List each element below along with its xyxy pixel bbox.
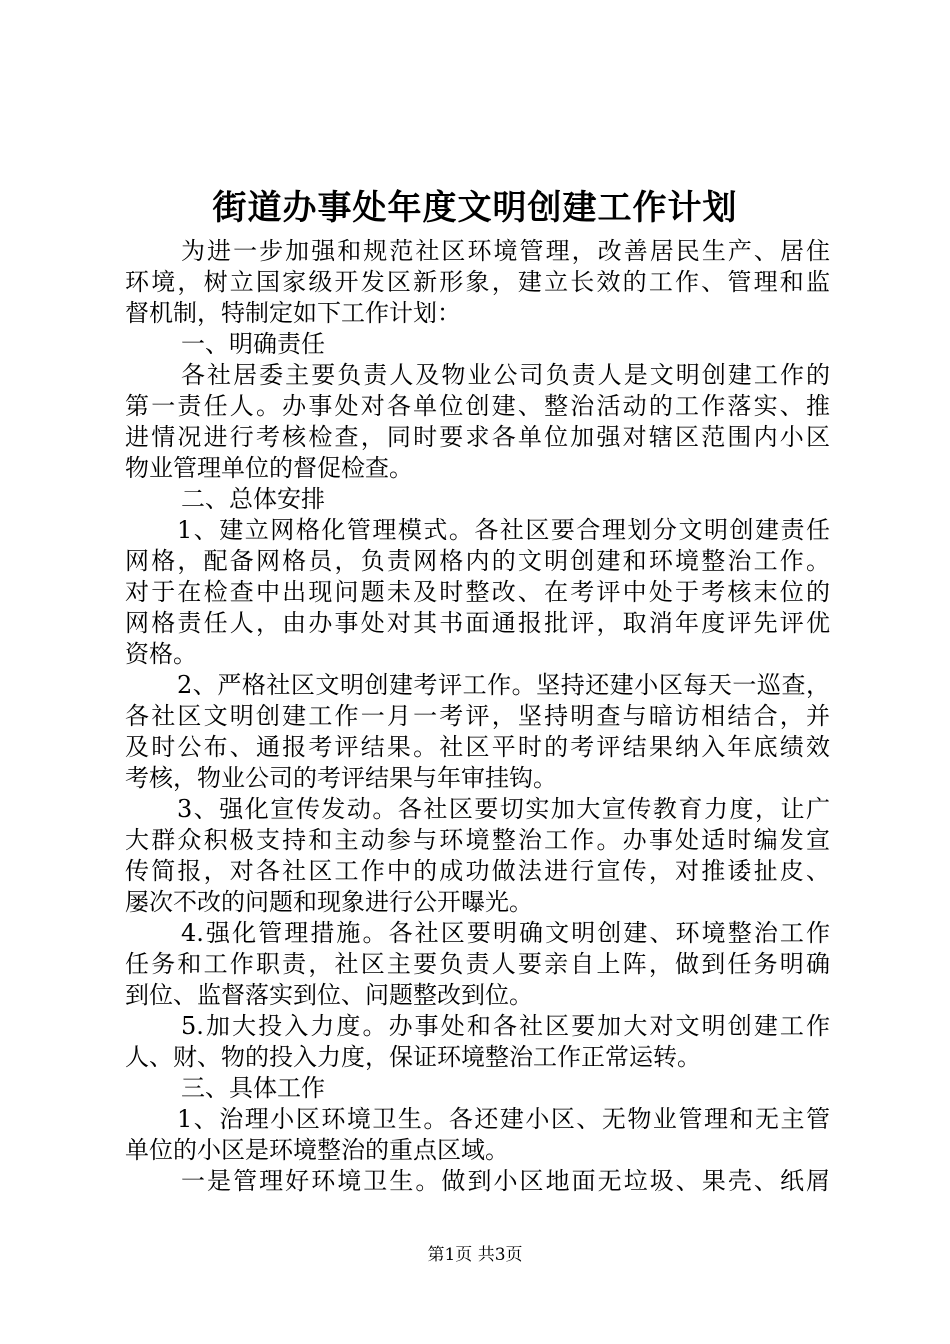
body-line: 网格，配备网格员，负责网格内的文明创建和环境整治工作。 [125,547,830,575]
body-line: 网格责任人，由办事处对其书面通报批评，取消年度评先评优 [125,609,830,637]
body-line: 传简报，对各社区工作中的成功做法进行宣传，对推诿扯皮、 [125,857,830,885]
body-line: 对于在检查中出现问题未及时整改、在考评中处于考核末位的 [125,578,830,606]
body-line: 5.加大投入力度。办事处和各社区要加大对文明创建工作 [181,1012,830,1040]
body-line: 为进一步加强和规范社区环境管理，改善居民生产、居住 [181,237,830,265]
document-body [125,236,830,1197]
body-line: 到位、监督落实到位、问题整改到位。 [125,981,533,1009]
body-line: 资格。 [125,640,197,668]
body-line: 第一责任人。办事处对各单位创建、整治活动的工作落实、推 [125,392,830,420]
body-line: 1、治理小区环境卫生。各还建小区、无物业管理和无主管 [177,1105,830,1133]
body-line: 大群众积极支持和主动参与环境整治工作。办事处适时编发宣 [125,826,830,854]
body-line: 单位的小区是环境整治的重点区域。 [125,1136,509,1164]
body-line: 任务和工作职责，社区主要负责人要亲自上阵，做到任务明确 [125,950,830,978]
body-line: 人、财、物的投入力度，保证环境整治工作正常运转。 [125,1043,701,1071]
page-footer: 第1页 共3页 [427,1245,523,1265]
body-line: 各社居委主要负责人及物业公司负责人是文明创建工作的 [181,361,830,389]
body-line: 4.强化管理措施。各社区要明确文明创建、环境整治工作 [181,919,830,947]
body-line: 督机制，特制定如下工作计划： [125,299,461,327]
body-line: 3、强化宣传发动。各社区要切实加大宣传教育力度，让广 [177,795,830,823]
body-line: 环境，树立国家级开发区新形象，建立长效的工作、管理和监 [125,268,830,296]
body-line: 进情况进行考核检查，同时要求各单位加强对辖区范围内小区 [125,423,830,451]
body-line: 各社区文明创建工作一月一考评，坚持明查与暗访相结合，并 [125,702,830,730]
body-line: 1、建立网格化管理模式。各社区要合理划分文明创建责任 [177,516,830,544]
body-line: 一、明确责任 [181,330,325,358]
body-line: 三、具体工作 [181,1074,325,1102]
body-line: 考核，物业公司的考评结果与年审挂钩。 [125,764,557,792]
body-line: 物业管理单位的督促检查。 [125,454,413,482]
body-line: 屡次不改的问题和现象进行公开曝光。 [125,888,533,916]
body-line: 一是管理好环境卫生。做到小区地面无垃圾、果壳、纸屑 [181,1167,830,1195]
body-line: 及时公布、通报考评结果。社区平时的考评结果纳入年底绩效 [125,733,830,761]
body-line: 二、总体安排 [181,485,325,513]
body-line: 2、严格社区文明创建考评工作。坚持还建小区每天一巡查， [177,671,830,699]
document-title: 街道办事处年度文明创建工作计划 [212,188,738,228]
